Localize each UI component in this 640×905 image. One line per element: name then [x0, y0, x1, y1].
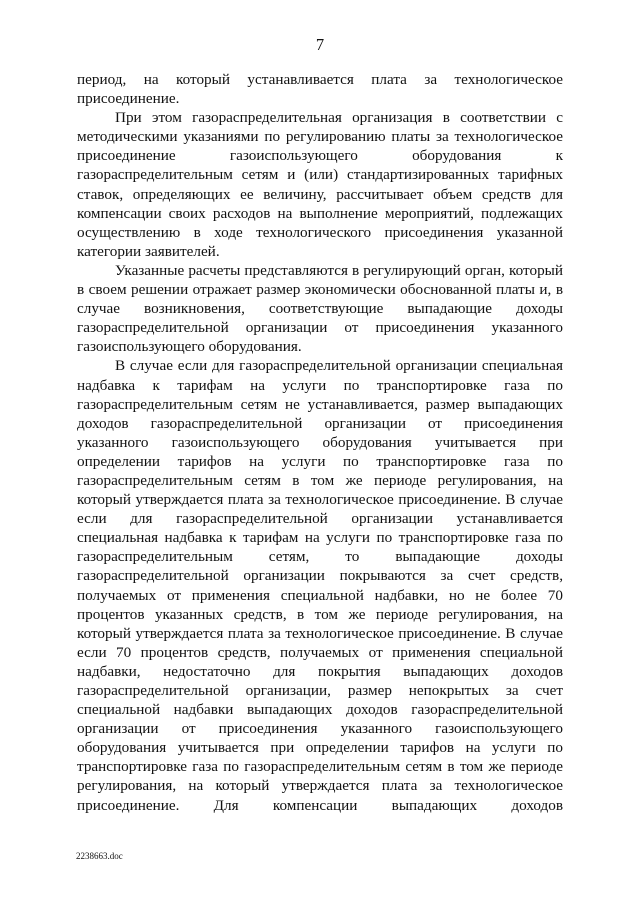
paragraph: В случае если для газораспределительной организации специальная надбавка к тарифам на услуги по транспортировке газа по газораспределительным сетям не устанавливается, размер выпадающих доходов газораспределительной организации от присоединения указанного газоиспользующего оборудования учитывается при определении тарифов на услуги по транспортировке газа по газораспределительным сетям в том же периоде регулирования, на который утверждается плата за технологическое присоединение. В случае если для газораспределительной организации устанавливается специальная надбавка к тарифам на услуги по транспортировке газа по газораспределительным сетям, то выпадающие доходы газораспределительной организации покрываются за счет средств, получаемых от применения специальной надбавки, но не более 70 процентов указанных средств, в том же периоде регулирования, на который утверждается плата за технологическое присоединение. В случае если 70 процентов средств, получаемых от применения специальной надбавки, недостаточно для покрытия выпадающих доходов газораспределительной организации, размер непокрытых за счет специальной надбавки выпадающих доходов газораспределительной организации от присоединения указанного газоиспользующего оборудования учитывается при определении тарифов на услуги по транспортировке газа по газораспределительным сетям в том же периоде регулирования, на который утверждается плата за технологическое присоединение. Для компенсации выпадающих доходов — [77, 357, 563, 814]
paragraph: Указанные расчеты представляются в регулирующий орган, который в своем решении отражает размер экономически обоснованной платы и, в случае возникновения, соответствующие выпадающие доходы газораспределительной организации от присоединения указанного газоиспользующего оборудования. — [77, 261, 563, 356]
document-file-id: 2238663.doc — [76, 851, 123, 861]
paragraph-continuation: период, на который устанавливается плата за технологическое присоединение. — [77, 71, 563, 108]
page-number: 7 — [315, 35, 325, 54]
paragraph: При этом газораспределительная организация в соответствии с методическими указаниями по регулированию платы за технологическое присоединение газоиспользующего оборудования к газораспределительным сетям и (или) стандартизированных тарифных ставок, определяющих ее величину, рассчитывает объем средств для компенсации своих расходов на выполнение мероприятий, подлежащих осуществлению в ходе технологического присоединения указанной категории заявителей. — [77, 109, 563, 260]
document-body — [77, 70, 563, 815]
